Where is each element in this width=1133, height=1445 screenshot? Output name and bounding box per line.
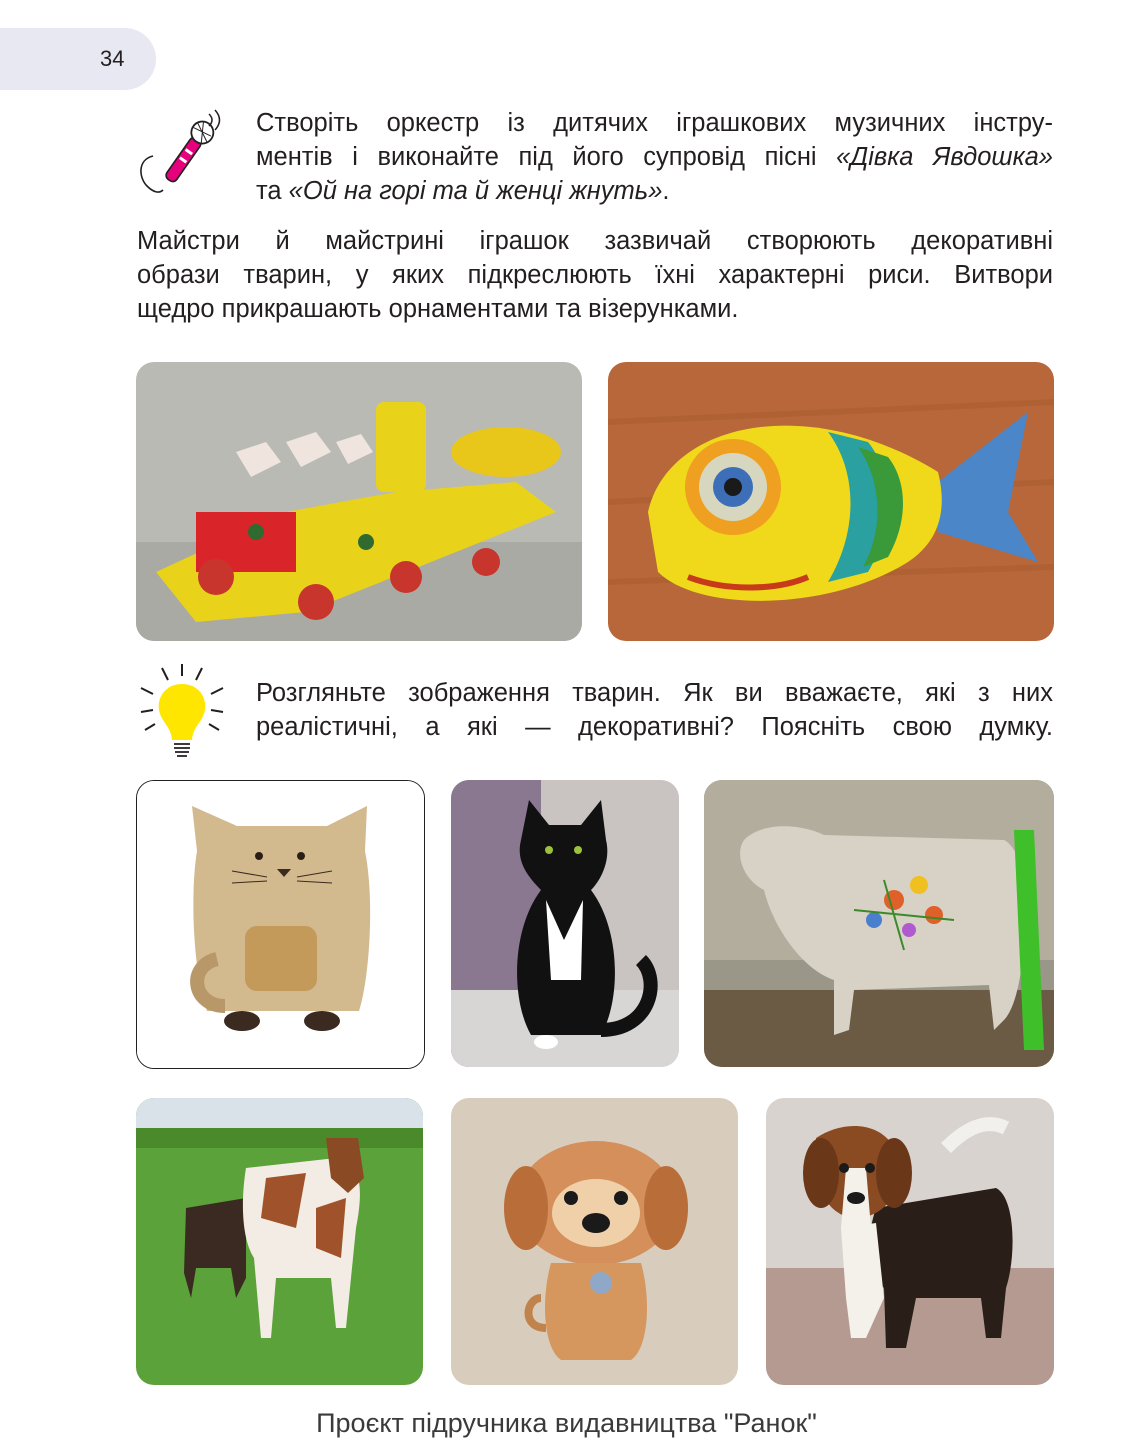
photo-cross-stitch-puppy bbox=[451, 1098, 738, 1385]
task-compare bbox=[256, 676, 1053, 744]
page-number-tab bbox=[0, 28, 156, 90]
microphone-icon bbox=[133, 108, 233, 200]
task-orchestra-period: . bbox=[662, 177, 670, 205]
task-compare-line-1: Розгляньте зображення тварин. Як ви вважаєте, які з них bbox=[256, 679, 1053, 707]
photo-embroidered-pig bbox=[704, 780, 1054, 1067]
song-title-zhentsi: «Ой на горі та й женці жнуть» bbox=[288, 177, 663, 205]
photo-wooden-toys bbox=[136, 362, 582, 641]
task-orchestra-line-1: Створіть оркестр із дитячих іграшкових музичних інстру- bbox=[256, 109, 1053, 137]
page-number: 34 bbox=[100, 46, 125, 71]
lightbulb-icon bbox=[137, 660, 227, 762]
photo-cows bbox=[136, 1098, 423, 1385]
footer-caption: Проєкт підручника видавництва "Ранок" bbox=[316, 1408, 817, 1438]
song-title-divka: «Дівка Явдошка» bbox=[836, 143, 1053, 171]
intro-paragraph bbox=[137, 224, 1053, 326]
intro-line-3: щедро прикрашають орнаментами та візерунками. bbox=[137, 295, 739, 323]
photo-beagle-puppy bbox=[766, 1098, 1054, 1385]
photo-real-cat bbox=[451, 780, 679, 1067]
photo-decorated-fish bbox=[608, 362, 1054, 641]
task-compare-line-2: реалістичні, а які — декоративні? Поясніть свою думку. bbox=[256, 713, 1053, 741]
intro-line-1: Майстри й майстрині іграшок зазвичай створюють декоративні bbox=[137, 227, 1053, 255]
intro-line-2: образи тварин, у яких підкреслюють їхні характерні риси. Витвори bbox=[137, 261, 1053, 289]
task-orchestra bbox=[256, 106, 1053, 208]
task-orchestra-line-2: ментів і виконайте під його супровід пісні bbox=[256, 143, 837, 171]
photo-ceramic-cat bbox=[136, 780, 425, 1069]
task-orchestra-line-3: та bbox=[256, 177, 289, 205]
